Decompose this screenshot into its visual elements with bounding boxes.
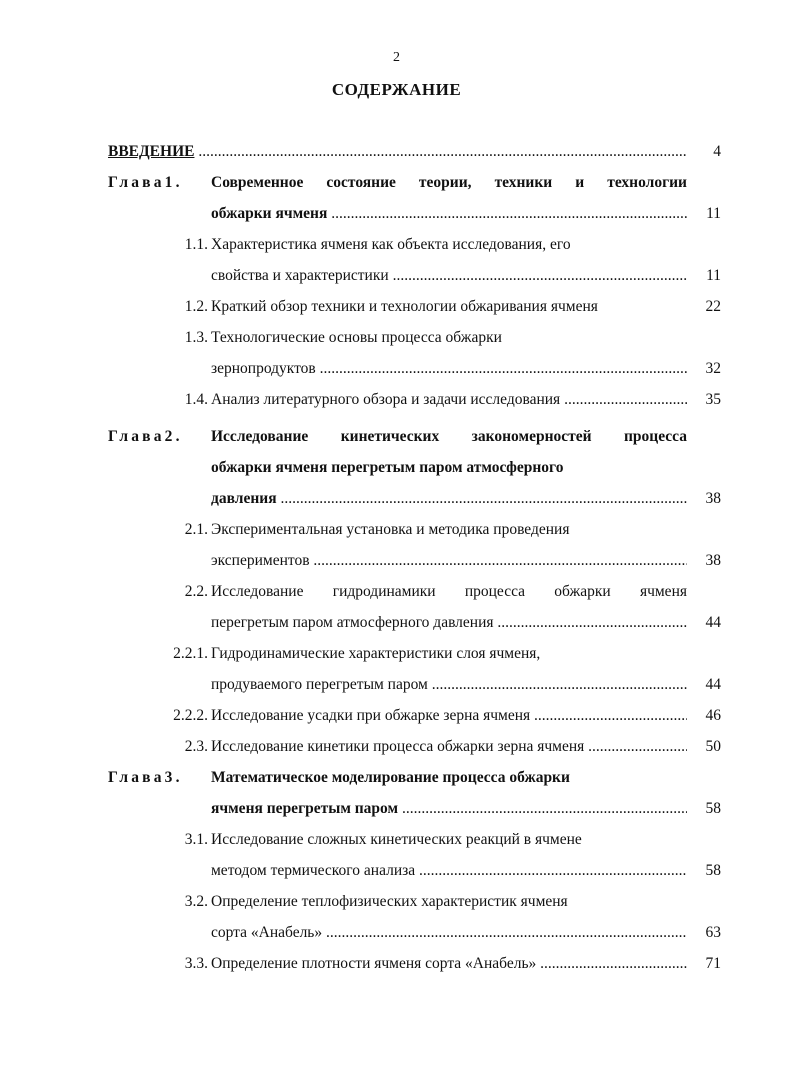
- section-1-4-number: 1.4.: [184, 391, 208, 408]
- toc-entry-1-3-cont: [0, 359, 793, 390]
- section-1-1-page: 11: [706, 267, 721, 284]
- toc-entry-chapter-1: [0, 173, 793, 204]
- section-1-3-title-line-2: зернопродуктов .....: [211, 359, 687, 379]
- toc-entry-chapter-3-cont: [0, 799, 793, 830]
- intro-label: ВВЕДЕНИЕ .....: [108, 142, 687, 162]
- section-3-2-title-line-1: Определение теплофизических характеристик ячменя: [211, 893, 568, 910]
- chapter-1-title-line-1: Современное состояние теории, техники и технологии: [211, 174, 687, 191]
- toc-entry-2-2-1: [0, 644, 793, 675]
- chapter-3-number: Глава3.: [108, 769, 183, 786]
- toc-title: СОДЕРЖАНИЕ: [331, 80, 462, 99]
- section-2-2-1-title-line-2: продуваемого перегретым паром .....: [211, 675, 687, 695]
- toc-entry-2-2-2: [0, 706, 793, 737]
- section-1-2-page: 22: [705, 298, 721, 315]
- section-1-3-page: 32: [705, 360, 721, 377]
- intro-page: 4: [713, 143, 721, 160]
- toc-entry-1-1: [0, 235, 793, 266]
- chapter-3-title-line-1: Математическое моделирование процесса обжарки: [211, 769, 570, 786]
- toc-entry-1-1-cont: [0, 266, 793, 297]
- toc-entry-1-3: [0, 328, 793, 359]
- section-1-4-title: Анализ литературного обзора и задачи исследования .....: [211, 390, 687, 410]
- chapter-1-page: 11: [706, 205, 721, 222]
- section-2-1-title-line-1: Экспериментальная установка и методика проведения: [211, 521, 570, 538]
- section-2-2-title-line-2: перегретым паром атмосферного давления .....: [211, 613, 687, 633]
- chapter-3-page: 58: [705, 800, 721, 817]
- chapter-2-title-line-1: Исследование кинетических закономерностей процесса: [211, 428, 687, 445]
- section-2-1-page: 38: [705, 552, 721, 569]
- toc-entry-chapter-2-cont2: [0, 489, 793, 520]
- section-1-1-title-line-2: свойства и характеристики .....: [211, 266, 687, 286]
- section-3-2-page: 63: [705, 924, 721, 941]
- page-number: 2: [393, 50, 400, 65]
- toc-entry-chapter-1-cont: [0, 204, 793, 235]
- section-2-1-number: 2.1.: [184, 521, 208, 538]
- chapter-1-number: Глава1.: [108, 174, 183, 191]
- toc-entry-3-3: [0, 954, 793, 985]
- section-3-1-title-line-2: методом термического анализа .....: [211, 861, 687, 881]
- section-3-3-number: 3.3.: [184, 955, 208, 972]
- chapter-1-title-line-2: обжарки ячменя .....: [211, 204, 687, 224]
- section-2-3-number: 2.3.: [184, 738, 208, 755]
- section-3-3-title: Определение плотности ячменя сорта «Анабель» .....: [211, 954, 687, 974]
- toc-entry-3-2-cont: [0, 923, 793, 954]
- section-2-2-number: 2.2.: [184, 583, 208, 600]
- section-1-3-number: 1.3.: [184, 329, 208, 346]
- toc-entry-2-1: [0, 520, 793, 551]
- section-1-4-page: 35: [705, 391, 721, 408]
- toc-entry-1-4: [0, 390, 793, 421]
- toc-entry-intro: [0, 142, 793, 173]
- section-2-3-title: Исследование кинетики процесса обжарки зерна ячменя .....: [211, 737, 687, 757]
- toc-entry-chapter-2: [0, 427, 793, 458]
- toc-entry-chapter-2-cont: [0, 458, 793, 489]
- chapter-2-title-line-2: обжарки ячменя перегретым паром атмосферного: [211, 459, 564, 476]
- section-3-1-page: 58: [705, 862, 721, 879]
- section-2-2-1-title-line-1: Гидродинамические характеристики слоя ячменя,: [211, 645, 541, 662]
- section-2-3-page: 50: [705, 738, 721, 755]
- table-of-contents: [0, 142, 793, 1002]
- section-1-3-title-line-1: Технологические основы процесса обжарки: [211, 329, 502, 346]
- toc-entry-chapter-3: [0, 768, 793, 799]
- toc-entry-2-2-1-cont: [0, 675, 793, 706]
- section-2-1-title-line-2: экспериментов .....: [211, 551, 687, 571]
- section-3-1-number: 3.1.: [184, 831, 208, 848]
- section-2-2-2-page: 46: [705, 707, 721, 724]
- toc-entry-2-3: [0, 737, 793, 768]
- section-2-2-page: 44: [705, 614, 721, 631]
- section-3-2-number: 3.2.: [184, 893, 208, 910]
- section-2-2-1-number: 2.2.1.: [173, 645, 208, 662]
- section-1-2-number: 1.2.: [184, 298, 208, 315]
- section-2-2-2-number: 2.2.2.: [173, 707, 208, 724]
- chapter-2-title-line-3: давления .....: [211, 489, 687, 509]
- toc-entry-3-2: [0, 892, 793, 923]
- section-2-2-1-page: 44: [705, 676, 721, 693]
- section-1-1-number: 1.1.: [184, 236, 208, 253]
- section-3-3-page: 71: [705, 955, 721, 972]
- section-2-2-2-title: Исследование усадки при обжарке зерна ячменя .....: [211, 706, 687, 726]
- toc-entry-2-2-cont: [0, 613, 793, 644]
- chapter-2-page: 38: [705, 490, 721, 507]
- toc-entry-2-2: [0, 582, 793, 613]
- toc-entry-3-1-cont: [0, 861, 793, 892]
- section-1-1-title-line-1: Характеристика ячменя как объекта исследования, его: [211, 236, 571, 253]
- section-2-2-title-line-1: Исследование гидродинамики процесса обжарки ячменя: [211, 583, 687, 600]
- chapter-3-title-line-2: ячменя перегретым паром .....: [211, 799, 687, 819]
- chapter-2-number: Глава2.: [108, 428, 183, 445]
- section-1-2-title: Краткий обзор техники и технологии обжаривания ячменя: [211, 298, 598, 315]
- section-3-1-title-line-1: Исследование сложных кинетических реакций в ячмене: [211, 831, 582, 848]
- toc-entry-2-1-cont: [0, 551, 793, 582]
- toc-entry-1-2: [0, 297, 793, 328]
- toc-entry-3-1: [0, 830, 793, 861]
- section-3-2-title-line-2: сорта «Анабель» .....: [211, 923, 687, 943]
